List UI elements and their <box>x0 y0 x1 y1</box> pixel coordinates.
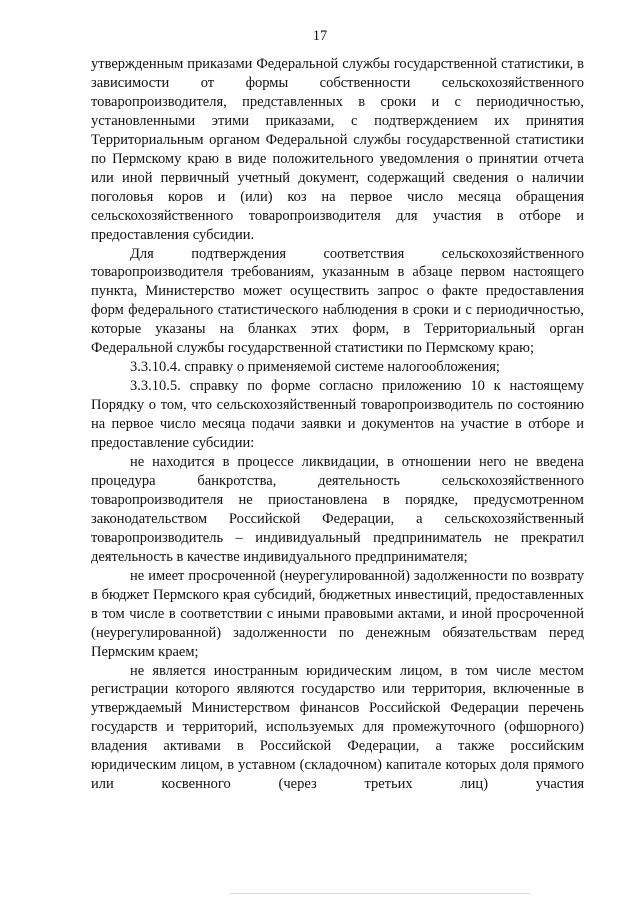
scan-edge-line <box>230 893 530 894</box>
body-text <box>91 55 584 794</box>
page-number: 17 <box>312 28 328 44</box>
paragraph-ministry-request: Для подтверждения соответствия сельскохозяйственного товаропроизводителя требованиям, указанным в абзаце первом настоящего пункта, Министерство может осуществить запрос о факте предоставления форм федерального статистического наблюдения в сроки и с периодичностью, которые указаны на бланках этих форм, в Территориальный орган Федеральной службы государственной статистики по Пермскому краю; <box>91 245 584 357</box>
paragraph-no-debt: не имеет просроченной (неурегулированной) задолженности по возврату в бюджет Пермского края субсидий, бюджетных инвестиций, предоставленных в том числе в соответствии с иными правовыми актами, и иной просроченной (неурегулированной) задолженности по денежным обязательствам перед Пермским краем; <box>91 567 584 660</box>
paragraph-item-3-3-10-5: 3.3.10.5. справку по форме согласно приложению 10 к настоящему Порядку о том, что сельскохозяйственный товаропроизводитель по состоянию на первое число месяца подачи заявки и документов на участие в отборе и предоставление субсидии: <box>91 378 584 452</box>
paragraph-item-3-3-10-4: 3.3.10.4. справку о применяемой системе налогообложения; <box>130 359 500 376</box>
paragraph-reporting-forms: утвержденным приказами Федеральной службы государственной статистики, в зависимости от формы собственности сельскохозяйственного товаропроизводителя, представленных в сроки и с периодичностью, установленными этими приказами, с подтверждением их принятия Территориальным органом Федеральной службы государственной статистики по Пермскому краю в виде положительного уведомления о принятии отчета или иной первичный учетный документ, содержащий сведения о наличии поголовья коров и (или) коз на первое число месяца обращения сельскохозяйственного товаропроизводителя для участия в отборе и предоставления субсидии. <box>91 56 584 243</box>
paragraph-no-liquidation: не находится в процессе ликвидации, в отношении него не введена процедура банкротства, деятельность сельскохозяйственного товаропроизводителя не приостановлена в порядке, предусмотренном законодательством Российской Федерации, а сельскохозяйственный товаропроизводитель – индивидуальный предприниматель не прекратил деятельность в качестве индивидуального предпринимателя; <box>91 454 584 565</box>
paragraph-not-foreign-entity: не является иностранным юридическим лицом, в том числе местом регистрации которого являются государство или территория, включенные в утверждаемый Министерством финансов Российской Федерации перечень государств и территорий, используемых для промежуточного (офшорного) владения активами в Российской Федерации, а также российским юридическим лицом, в уставном (складочном) капитале которых доля прямого или косвенного (через третьих лиц) участия <box>91 662 584 793</box>
